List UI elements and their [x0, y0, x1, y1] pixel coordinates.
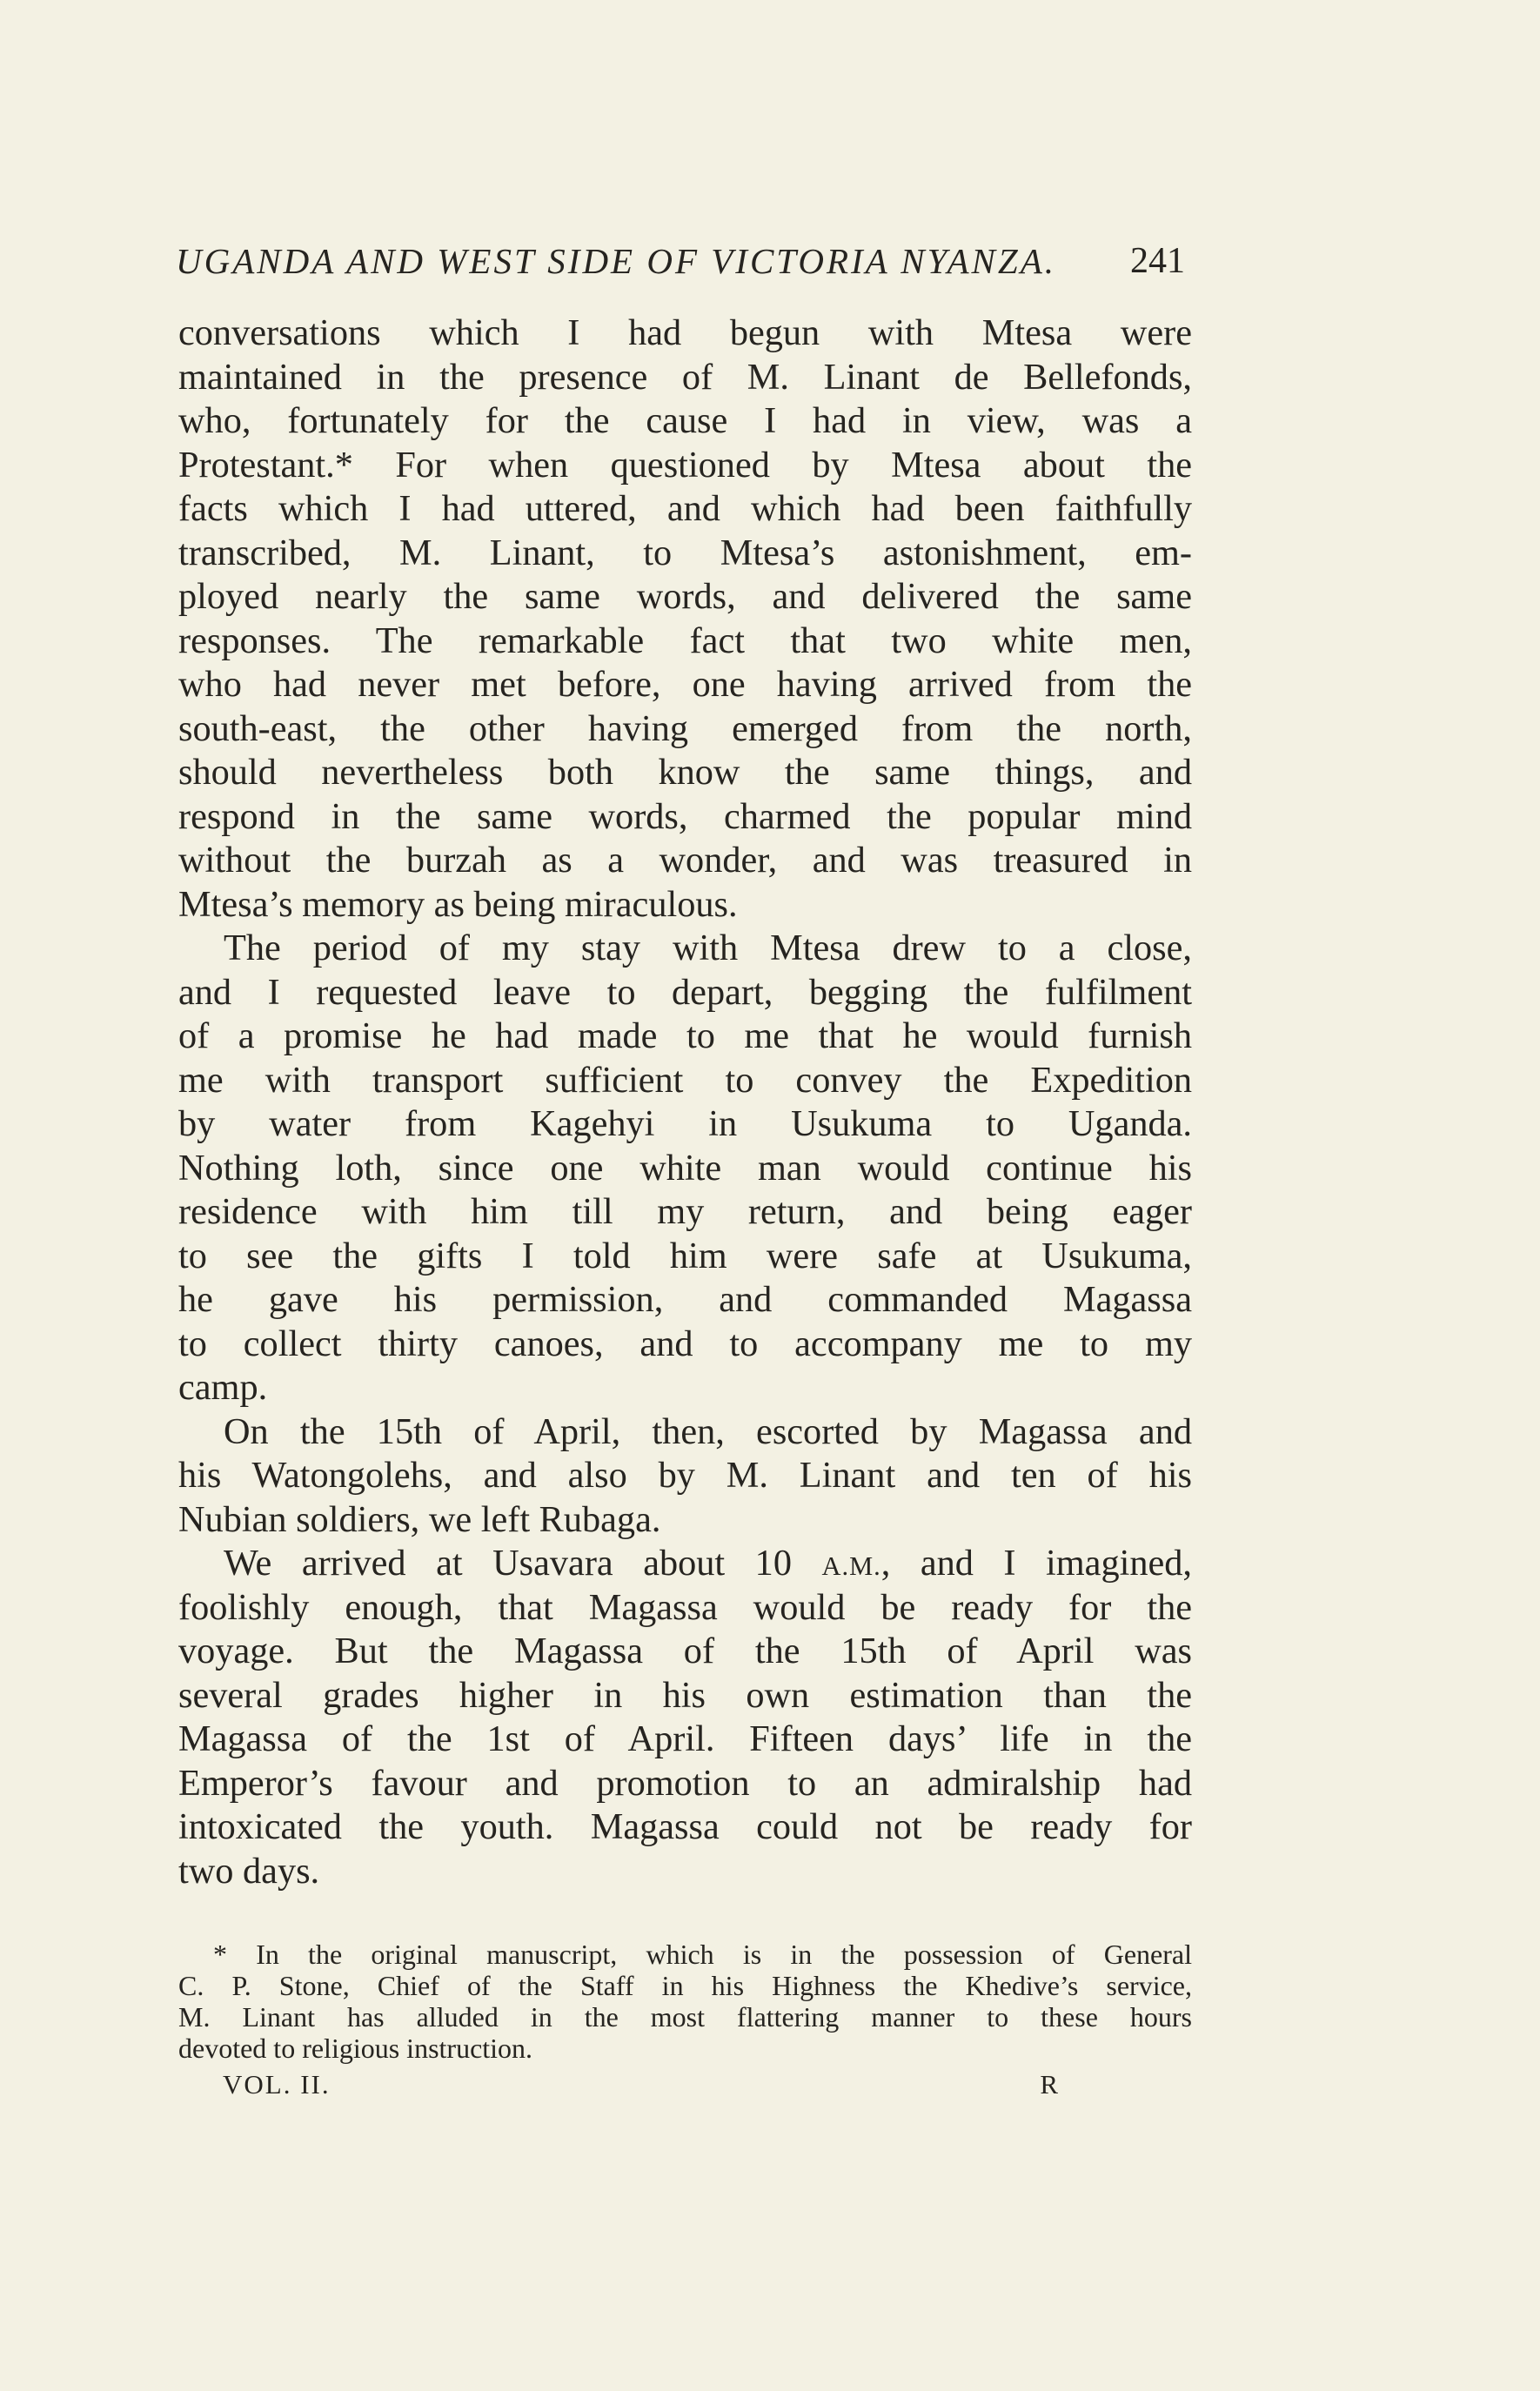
text-line: Protestant.* For when questioned by Mtesa about the — [178, 444, 1192, 486]
text-line — [178, 1542, 1192, 1586]
body-text — [178, 311, 1192, 1893]
footnote-line: * In the original manuscript, which is in the possession of General — [213, 1939, 1192, 1970]
text-line: without the burzah as a wonder, and was treasured in — [178, 840, 1192, 881]
text-line: Emperor’s favour and promotion to an admiralship had — [178, 1762, 1192, 1804]
signature-line — [223, 2069, 1058, 2104]
text-run: , and I imagined, — [880, 1543, 1192, 1584]
text-line: two days. — [178, 1850, 320, 1892]
paragraph-2 — [178, 927, 1192, 1410]
paragraph-3 — [178, 1410, 1192, 1543]
text-line: of a promise he had made to me that he would furnish — [178, 1015, 1192, 1056]
text-line: Mtesa’s memory as being miraculous. — [178, 883, 738, 925]
paragraph-1 — [178, 311, 1192, 927]
text-line: camp. — [178, 1367, 268, 1408]
running-title: UGANDA AND WEST SIDE OF VICTORIA NYANZA. — [176, 241, 1056, 281]
text-line: facts which I had uttered, and which had been faithfully — [178, 488, 1192, 529]
small-caps-time: A.M. — [821, 1551, 881, 1581]
text-line: Nothing loth, since one white man would continue his — [178, 1147, 1192, 1189]
text-line: residence with him till my return, and being eager — [178, 1191, 1192, 1232]
text-line: voyage. But the Magassa of the 15th of April was — [178, 1631, 1192, 1671]
page-number: 241 — [1130, 241, 1185, 281]
footnote-line: M. Linant has alluded in the most flattering manner to these hours — [178, 2001, 1192, 2033]
text-line: foolishly enough, that Magassa would be ready for the — [178, 1586, 1192, 1628]
text-line: maintained in the presence of M. Linant de Bellefonds, — [178, 356, 1192, 398]
text-line: respond in the same words, charmed the popular mind — [178, 795, 1192, 837]
text-line: his Watongolehs, and also by M. Linant and ten of his — [178, 1455, 1192, 1496]
text-line: by water from Kagehyi in Usukuma to Uganda. — [178, 1103, 1192, 1144]
text-line: Magassa of the 1st of April. Fifteen days’ life in the — [178, 1718, 1192, 1759]
text-line: The period of my stay with Mtesa drew to a close, — [224, 928, 1192, 968]
paragraph-4 — [178, 1542, 1192, 1893]
text-line: responses. The remarkable fact that two white men, — [178, 620, 1192, 661]
volume-label: VOL. II. — [223, 2069, 331, 2100]
text-line: to collect thirty canoes, and to accompany me to my — [178, 1323, 1192, 1364]
text-line: to see the gifts I told him were safe at Usukuma, — [178, 1235, 1192, 1276]
footnote — [178, 1939, 1192, 2064]
footnote-line: C. P. Stone, Chief of the Staff in his Highness the Khedive’s service, — [178, 1970, 1192, 2001]
text-line: ployed nearly the same words, and delivered the same — [178, 576, 1192, 617]
text-line: who had never met before, one having arrived from the — [178, 664, 1192, 705]
footnote-line: devoted to religious instruction. — [178, 2033, 533, 2064]
text-line: conversations which I had begun with Mtesa were — [178, 312, 1192, 353]
text-line: intoxicated the youth. Magassa could not be ready for — [178, 1806, 1192, 1847]
text-line: should nevertheless both know the same things, and — [178, 752, 1192, 793]
text-line: he gave his permission, and commanded Magassa — [178, 1279, 1192, 1320]
text-line: who, fortunately for the cause I had in view, was a — [178, 400, 1192, 441]
text-line: On the 15th of April, then, escorted by Magassa and — [224, 1410, 1192, 1452]
text-line: several grades higher in his own estimation than the — [178, 1674, 1192, 1716]
text-line: me with transport sufficient to convey the Expedition — [178, 1059, 1192, 1101]
text-line: south-east, the other having emerged from the north, — [178, 707, 1192, 749]
text-run: We arrived at Usavara about 10 — [224, 1543, 822, 1584]
text-line: transcribed, M. Linant, to Mtesa’s astonishment, em- — [178, 532, 1192, 573]
text-line: Nubian soldiers, we left Rubaga. — [178, 1498, 661, 1540]
signature-mark: R — [1040, 2069, 1058, 2100]
page-header — [176, 240, 1185, 292]
text-line: and I requested leave to depart, begging the fulfilment — [178, 971, 1192, 1013]
